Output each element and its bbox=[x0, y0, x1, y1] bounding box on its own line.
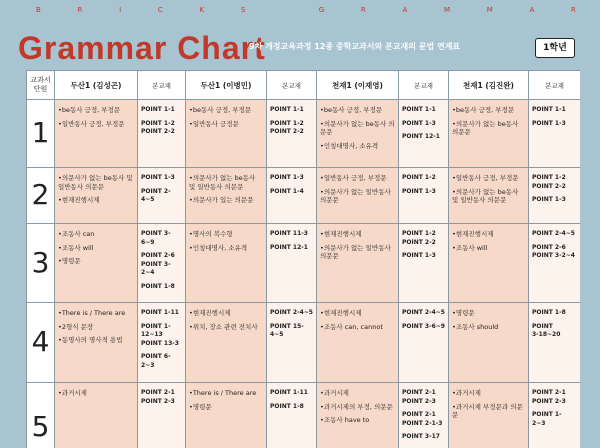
point-reference: POINT 1-8 bbox=[532, 309, 566, 316]
unit-number: 1 bbox=[27, 100, 55, 168]
grade-badge: 1학년 bbox=[535, 38, 575, 58]
point-reference: POINT 1-2 POINT 2-2 bbox=[270, 119, 304, 135]
grammar-item: •의문사가 없는 be동사 의문문 bbox=[452, 119, 519, 136]
point-reference-cell bbox=[138, 168, 186, 224]
grammar-item: •be동사 긍정, 부정문 bbox=[320, 106, 383, 114]
point-reference-cell bbox=[267, 100, 317, 168]
grammar-items-cell bbox=[449, 100, 529, 168]
point-reference-cell bbox=[399, 224, 449, 303]
grammar-item: •명령문 bbox=[452, 309, 475, 317]
point-reference: POINT 1-1 bbox=[402, 106, 436, 113]
table-row bbox=[27, 168, 581, 224]
point-reference: POINT 1-4 bbox=[270, 187, 304, 195]
grammar-items-cell bbox=[55, 168, 138, 224]
grammar-item: •위치, 장소 관련 전치사 bbox=[189, 322, 258, 331]
point-reference-cell bbox=[267, 383, 317, 448]
grammar-item: •현재진행시제 bbox=[58, 196, 100, 204]
grammar-item: •의문사가 없는 be동사 의문문 bbox=[320, 119, 395, 136]
grammar-item: •조동사 can, cannot bbox=[320, 322, 383, 331]
grammar-item: •명사의 복수형 bbox=[189, 230, 233, 238]
point-reference: POINT 1-3 bbox=[532, 119, 566, 127]
column-header-sub: 본교재 bbox=[399, 71, 449, 100]
column-header-sub: 본교재 bbox=[529, 71, 581, 100]
point-reference: POINT 1-11 bbox=[141, 309, 179, 316]
grammar-item: •과거시제 bbox=[58, 389, 87, 397]
point-reference-cell bbox=[138, 224, 186, 303]
grammar-item: •2형식 문장 bbox=[58, 322, 94, 331]
point-reference-cell bbox=[529, 168, 581, 224]
table-row bbox=[27, 100, 581, 168]
point-reference: POINT 2-4~5 bbox=[402, 309, 445, 316]
point-reference-cell bbox=[399, 303, 449, 383]
point-reference: POINT 1-2 POINT 2-2 bbox=[141, 119, 175, 135]
point-reference: POINT 2-1 POINT 2-1-3 bbox=[402, 411, 443, 427]
grammar-items-cell bbox=[449, 224, 529, 303]
grammar-item: •조동사 will bbox=[58, 243, 94, 252]
grammar-items-cell bbox=[317, 100, 399, 168]
grammar-item: •의문사가 없는 일반동사 의문문 bbox=[320, 187, 391, 204]
grammar-item: •의문사가 있는 의문문 bbox=[189, 196, 254, 204]
brand-letter: R bbox=[571, 6, 576, 14]
grammar-item: •조동사 have to bbox=[320, 416, 370, 424]
point-reference-cell bbox=[529, 303, 581, 383]
point-reference: POINT 12-1 bbox=[402, 133, 440, 140]
column-header-book: 두산1 (이병민) bbox=[186, 71, 267, 100]
brand-letter: A bbox=[529, 6, 535, 14]
point-reference: POINT 1-2 POINT 2-2 bbox=[402, 230, 436, 246]
brand-letter: I bbox=[119, 6, 122, 14]
grammar-item: •일반동사 긍정, 부정문 bbox=[452, 174, 519, 182]
grammar-items-cell bbox=[186, 383, 267, 448]
point-reference: POINT 15-4~5 bbox=[270, 322, 304, 338]
grammar-items-cell bbox=[449, 383, 529, 448]
grammar-item: •과거시제의 부정, 의문문 bbox=[320, 402, 393, 411]
point-reference: POINT 12-1 bbox=[270, 243, 308, 251]
point-reference: POINT 1-3 bbox=[141, 174, 175, 181]
point-reference: POINT 2-4~5 bbox=[532, 230, 575, 237]
point-reference-cell bbox=[267, 168, 317, 224]
point-reference: POINT 2-6 POINT 3-2~4 bbox=[532, 243, 575, 259]
grammar-item: •be동사 긍정, 부정문 bbox=[58, 106, 121, 114]
page-title: Grammar Chart bbox=[18, 30, 266, 66]
grammar-items-cell bbox=[317, 224, 399, 303]
grammar-items-cell bbox=[317, 168, 399, 224]
grammar-item: •인칭대명사, 소유격 bbox=[320, 141, 379, 150]
grammar-chart-table bbox=[26, 70, 580, 448]
unit-number: 5 bbox=[27, 383, 55, 448]
grammar-items-cell bbox=[449, 303, 529, 383]
point-reference: POINT 2-4~5 bbox=[141, 187, 171, 203]
point-reference: POINT 2-1 POINT 2-3 bbox=[402, 389, 436, 405]
column-header-book: 천재1 (이재영) bbox=[317, 71, 399, 100]
grammar-item: •인칭대명사, 소유격 bbox=[189, 243, 248, 252]
unit-number: 3 bbox=[27, 224, 55, 303]
unit-number: 4 bbox=[27, 303, 55, 383]
brand-letter-strip bbox=[36, 6, 576, 14]
point-reference-cell bbox=[267, 224, 317, 303]
grammar-item: •동명사의 명사적 용법 bbox=[58, 336, 123, 344]
point-reference-cell bbox=[399, 100, 449, 168]
point-reference: POINT 1-2 bbox=[402, 174, 436, 181]
point-reference-cell bbox=[399, 383, 449, 448]
grammar-item: •과거시제 부정문과 의문문 bbox=[452, 402, 523, 419]
brand-letter: B bbox=[36, 6, 41, 14]
grammar-items-cell bbox=[186, 224, 267, 303]
point-reference-cell bbox=[529, 100, 581, 168]
grammar-item: •현재진행시제 bbox=[320, 309, 362, 317]
unit-number: 2 bbox=[27, 168, 55, 224]
point-reference: POINT 1-3 bbox=[402, 119, 436, 127]
brand-letter: A bbox=[402, 6, 408, 14]
grammar-items-cell bbox=[186, 100, 267, 168]
table-body bbox=[27, 100, 581, 448]
grammar-item: •명령문 bbox=[58, 257, 81, 265]
grammar-item: •be동사 긍정, 부정문 bbox=[452, 106, 515, 114]
point-reference: POINT 3-6~9 bbox=[402, 322, 445, 330]
point-reference: POINT 2-6 POINT 3-2~4 bbox=[141, 252, 175, 276]
point-reference: POINT 3-18~20 bbox=[532, 322, 561, 338]
grammar-item: •현재진행시제 bbox=[189, 309, 231, 317]
brand-letter: S bbox=[240, 6, 246, 14]
point-reference: POINT 1- 2~3 bbox=[532, 411, 562, 427]
column-header-book: 두산1 (김성곤) bbox=[55, 71, 138, 100]
brand-letter: R bbox=[77, 6, 83, 14]
point-reference: POINT 11-3 bbox=[270, 230, 308, 237]
point-reference: POINT 1-2 POINT 2-2 bbox=[532, 174, 566, 190]
brand-letter: C bbox=[157, 6, 163, 14]
grammar-item: •일반동사 긍정, 부정문 bbox=[320, 174, 387, 182]
grammar-item: •의문사가 없는 be동사 및 일반동사 의문문 bbox=[58, 174, 133, 191]
point-reference: POINT 6-2~3 bbox=[141, 353, 171, 369]
grammar-item: •현재진행시제 bbox=[452, 230, 494, 238]
grammar-items-cell bbox=[55, 383, 138, 448]
grammar-item: •be동사 긍정, 부정문 bbox=[189, 106, 252, 114]
point-reference: POINT 1-8 bbox=[141, 282, 175, 290]
grammar-item: •조동사 can bbox=[58, 230, 95, 238]
grammar-item: •의문사가 없는 be동사 및 일반동사 의문문 bbox=[452, 187, 519, 204]
table-row bbox=[27, 303, 581, 383]
table-row bbox=[27, 383, 581, 448]
point-reference: POINT 1-3 bbox=[402, 187, 436, 195]
grammar-item: •There is / There are bbox=[58, 309, 126, 317]
point-reference-cell bbox=[138, 303, 186, 383]
grammar-item: •의문사가 없는 일반동사 의문문 bbox=[320, 243, 391, 260]
column-header-book: 천재1 (김진완) bbox=[449, 71, 529, 100]
point-reference: POINT 1-3 bbox=[532, 196, 566, 203]
grammar-item: •현재진행시제 bbox=[320, 230, 362, 238]
brand-letter: M bbox=[486, 6, 493, 14]
grammar-item: •의문사가 없는 be동사 및 일반동사 의문문 bbox=[189, 174, 256, 191]
grammar-items-cell bbox=[55, 100, 138, 168]
point-reference-cell bbox=[399, 168, 449, 224]
table-row bbox=[27, 224, 581, 303]
grammar-item: •과거시제 bbox=[452, 389, 481, 397]
point-reference: POINT 1-8 bbox=[270, 402, 304, 410]
grammar-items-cell bbox=[186, 168, 267, 224]
point-reference-cell bbox=[138, 383, 186, 448]
grammar-items-cell bbox=[55, 303, 138, 383]
brand-letter: K bbox=[199, 6, 205, 14]
grammar-item: •과거시제 bbox=[320, 389, 349, 397]
column-header-sub: 본교재 bbox=[267, 71, 317, 100]
page-subtitle: 9차 개정교육과정 12종 중학교과서와 본교재의 문법 연계표 bbox=[249, 42, 461, 51]
point-reference: POINT 1-1 bbox=[270, 106, 304, 113]
point-reference: POINT 3-6~9 bbox=[141, 230, 171, 246]
point-reference: POINT 2-1 POINT 2-3 bbox=[141, 389, 175, 405]
grammar-item: •조동사 will bbox=[452, 243, 488, 252]
point-reference-cell bbox=[529, 224, 581, 303]
grammar-items-cell bbox=[186, 303, 267, 383]
grammar-item: •조동사 should bbox=[452, 322, 499, 331]
grammar-table-wrapper bbox=[26, 70, 580, 448]
grammar-items-cell bbox=[449, 168, 529, 224]
point-reference: POINT 1-11 bbox=[270, 389, 308, 396]
point-reference: POINT 2-1 POINT 2-3 bbox=[532, 389, 566, 405]
brand-letter: M bbox=[444, 6, 451, 14]
point-reference: POINT 3-17 bbox=[402, 433, 440, 440]
point-reference-cell bbox=[529, 383, 581, 448]
grammar-item: •명령문 bbox=[189, 402, 212, 411]
point-reference-cell bbox=[138, 100, 186, 168]
grammar-items-cell bbox=[55, 224, 138, 303]
unit-column-header: 교과서 단원 bbox=[27, 71, 55, 100]
point-reference: POINT 2-4~5 bbox=[270, 309, 313, 316]
table-header-row bbox=[27, 71, 581, 100]
grammar-items-cell bbox=[317, 383, 399, 448]
point-reference: POINT 1-3 bbox=[270, 174, 304, 181]
grammar-item: •일반동사 긍정, 부정문 bbox=[58, 119, 125, 128]
grammar-item: •There is / There are bbox=[189, 389, 257, 397]
brand-letter: R bbox=[360, 6, 366, 14]
brand-letter: G bbox=[318, 6, 325, 14]
point-reference: POINT 1-1 bbox=[532, 106, 566, 113]
grammar-item: •일반동사 긍정문 bbox=[189, 119, 239, 128]
grammar-items-cell bbox=[317, 303, 399, 383]
point-reference: POINT 1-3 bbox=[402, 252, 436, 259]
point-reference: POINT 1-1 bbox=[141, 106, 175, 113]
column-header-sub: 본교재 bbox=[138, 71, 186, 100]
point-reference-cell bbox=[267, 303, 317, 383]
point-reference: POINT 1-12~13 POINT 13-3 bbox=[141, 322, 179, 347]
